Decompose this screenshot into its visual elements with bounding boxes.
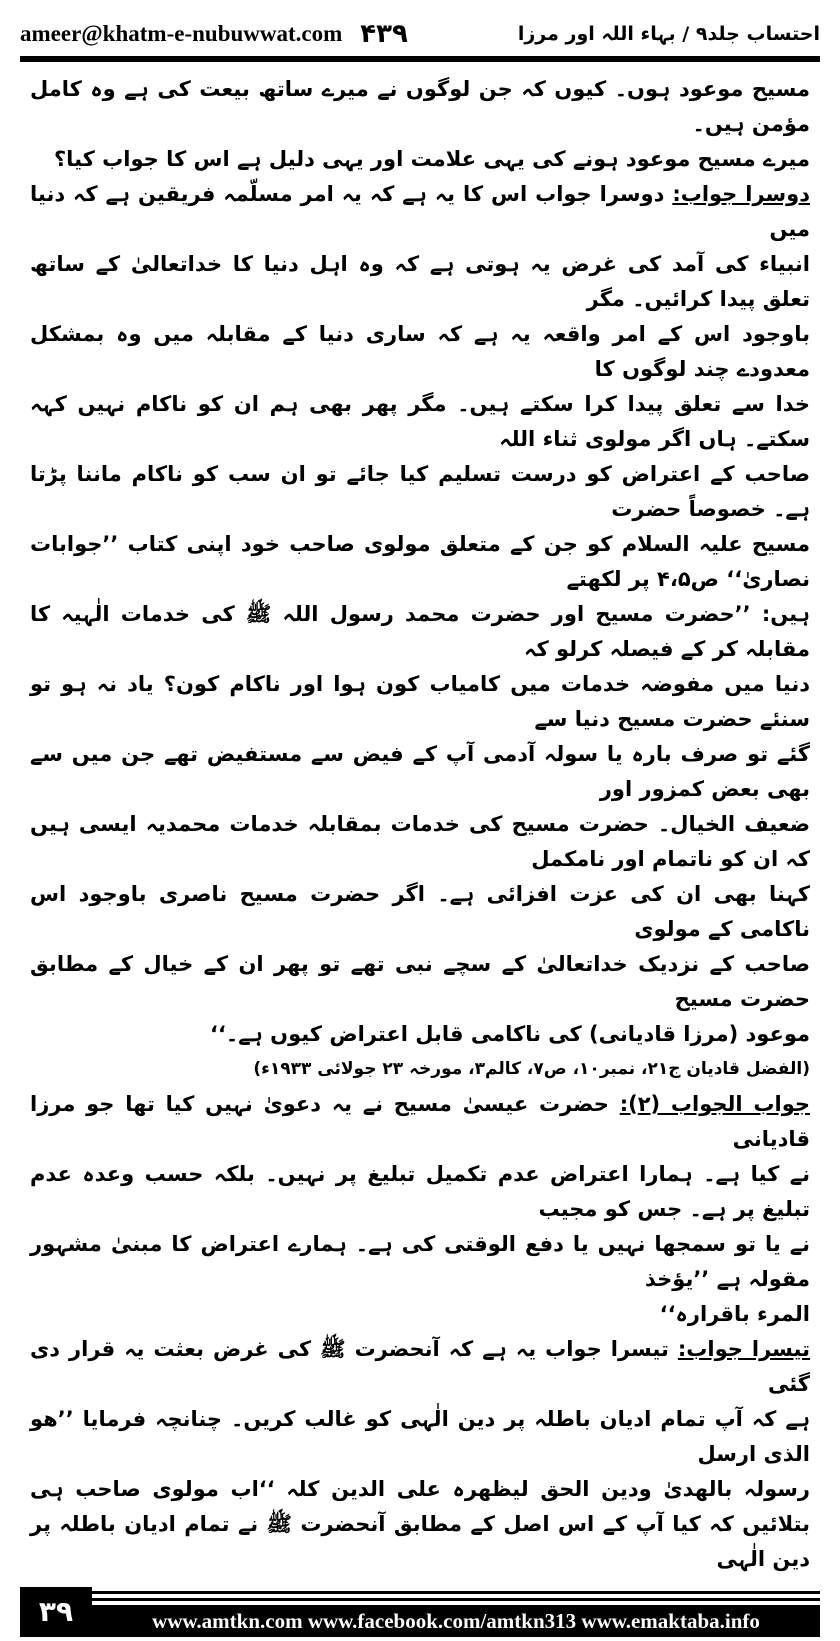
line-text: (الفضل قادیان ج۲۱، نمبر۱۰، ص۷، کالم۳، مورخہ ۲۳ جولائی ۱۹۳۳ء)	[253, 1059, 810, 1079]
text-line	[30, 457, 810, 527]
line-text: صاحب کے اعتراض کو درست تسلیم کیا جائے تو ان سب کو ناکام ماننا پڑتا ہے۔ خصوصاً حضرت	[30, 462, 810, 521]
line-text: تیسرا جواب یہ ہے کہ آنحضرت ﷺ کی غرض بعثت یہ قرار دی گئی	[30, 1337, 810, 1396]
text-line	[30, 1402, 810, 1472]
header-book-title: احتساب جلد۹ / بہاء اللہ اور مرزا	[517, 23, 820, 45]
text-line	[30, 947, 810, 1017]
text-line	[30, 247, 810, 317]
section-heading: تیسرا جواب:	[677, 1337, 810, 1361]
text-line	[30, 807, 810, 877]
text-line	[30, 142, 810, 177]
text-line	[30, 597, 810, 667]
line-text: صاحب کے نزدیک خداتعالیٰ کے سچے نبی تھے تو پھر ان کے خیال کے مطابق حضرت مسیح	[30, 952, 810, 1011]
text-line	[30, 72, 810, 142]
footer-rule	[92, 1598, 820, 1601]
line-text: نے یا تو سمجھا نہیں یا دفع الوقتی کی ہے۔ ہمارے اعتراض کا مبنیٰ مشہور مقولہ ہے ’’یؤخذ	[30, 1232, 810, 1291]
text-line	[30, 1297, 810, 1332]
header-email: ameer@khatm-e-nubuwwat.com	[20, 21, 343, 46]
header-page-number: ۴۳۹	[360, 19, 408, 49]
text-line	[30, 177, 810, 247]
section-heading: دوسرا جواب:	[672, 182, 810, 206]
text-line	[30, 1157, 810, 1227]
text-line	[30, 1332, 810, 1402]
footer-rule	[92, 1591, 820, 1594]
line-text: میرے مسیح موعود ہونے کی یہی علامت اور یہی دلیل ہے اس کا جواب کیا؟	[54, 147, 810, 171]
text-line	[30, 1507, 810, 1577]
text-line	[30, 1227, 810, 1297]
line-text: دنیا میں مفوضہ خدمات میں کامیاب کون ہوا اور ناکام کون؟ یاد نہ ہو تو سنئے حضرت مسیح دنیا سے	[30, 672, 810, 731]
line-text: کہنا بھی ان کی عزت افزائی ہے۔ اگر حضرت مسیح ناصری باوجود اس ناکامی کے مولوی	[30, 882, 810, 941]
text-line	[30, 527, 810, 597]
text-line	[30, 1052, 810, 1087]
text-line	[30, 1017, 810, 1052]
line-text: ضعیف الخیال۔ حضرت مسیح کی خدمات بمقابلہ خدمات محمدیہ ایسی ہیں کہ ان کو ناتمام اور نامکمل	[30, 812, 810, 871]
page-header	[20, 14, 820, 54]
line-text: موعود (مرزا قادیانی) کی ناکامی قابل اعتراض کیوں ہے۔‘‘	[209, 1022, 810, 1046]
line-text: بتلائیں کہ کیا آپ کے اس اصل کے مطابق آنحضرت ﷺ نے تمام ادیان باطلہ پر دین الٰہی	[30, 1512, 810, 1571]
text-line	[30, 877, 810, 947]
text-line	[30, 667, 810, 737]
footer-links: www.amtkn.com www.facebook.com/amtkn313 www.emaktaba.info	[92, 1605, 820, 1637]
body-text	[20, 72, 820, 1577]
line-text: دوسرا جواب اس کا یہ ہے کہ یہ امر مسلّمہ فریقین ہے کہ دنیا میں	[30, 182, 810, 241]
header-divider	[20, 56, 820, 62]
line-text: المرء باقرارہ‘‘	[659, 1302, 810, 1326]
text-line	[30, 1472, 810, 1507]
line-text: خدا سے تعلق پیدا کرا سکتے ہیں۔ مگر پھر بھی ہم ان کو ناکام نہیں کہہ سکتے۔ ہاں اگر مولوی ثناء اللہ	[30, 392, 810, 451]
line-text: انبیاء کی آمد کی غرض یہ ہوتی ہے کہ وہ اہل دنیا کا خداتعالیٰ کے ساتھ تعلق پیدا کرائیں۔ مگر	[30, 252, 810, 311]
line-text: نے کیا ہے۔ ہمارا اعتراض عدم تکمیل تبلیغ پر نہیں۔ بلکہ حسب وعدہ عدم تبلیغ پر ہے۔ جس کو مجیب	[30, 1162, 810, 1221]
line-text: رسولہ بالھدیٰ ودین الحق لیظھرہ علی الدین کلہ ‘‘اب مولوی صاحب ہی	[30, 1477, 810, 1501]
text-line	[30, 387, 810, 457]
line-text: ہے کہ آپ تمام ادیان باطلہ پر دین الٰہی کو غالب کریں۔ چنانچہ فرمایا ’’ھو الذی ارسل	[30, 1407, 810, 1466]
header-left	[20, 19, 408, 49]
footer-right	[92, 1587, 820, 1637]
line-text: ہیں: ’’حضرت مسیح اور حضرت محمد رسول اللہ ﷺ کی خدمات الٰہیہ کا مقابلہ کر کے فیصلہ کرلو کہ	[30, 602, 810, 661]
text-line	[30, 1087, 810, 1157]
line-text: گئے تو صرف بارہ یا سولہ آدمی آپ کے فیض سے مستفیض تھے جن میں سے بھی بعض کمزور اور	[30, 742, 810, 801]
line-text: باوجود اس کے امر واقعہ یہ ہے کہ ساری دنیا کے مقابلہ میں وہ بمشکل معدودے چند لوگوں کا	[30, 322, 810, 381]
text-line	[30, 737, 810, 807]
section-heading: جواب الجواب (۲):	[619, 1092, 810, 1116]
line-text: حضرت عیسیٰ مسیح نے یہ دعویٰ نہیں کیا تھا جو مرزا قادیانی	[30, 1092, 810, 1151]
line-text: مسیح موعود ہوں۔ کیوں کہ جن لوگوں نے میرے ساتھ بیعت کی ہے وہ کامل مؤمن ہیں۔	[30, 77, 810, 136]
text-line	[30, 317, 810, 387]
page-footer	[20, 1587, 820, 1637]
footer-page-number: ۳۹	[20, 1587, 92, 1637]
line-text: مسیح علیہ السلام کو جن کے متعلق مولوی صاحب خود اپنی کتاب ’’جوابات نصاریٰ‘‘ ص۴،۵ پر لکھتے	[30, 532, 810, 591]
